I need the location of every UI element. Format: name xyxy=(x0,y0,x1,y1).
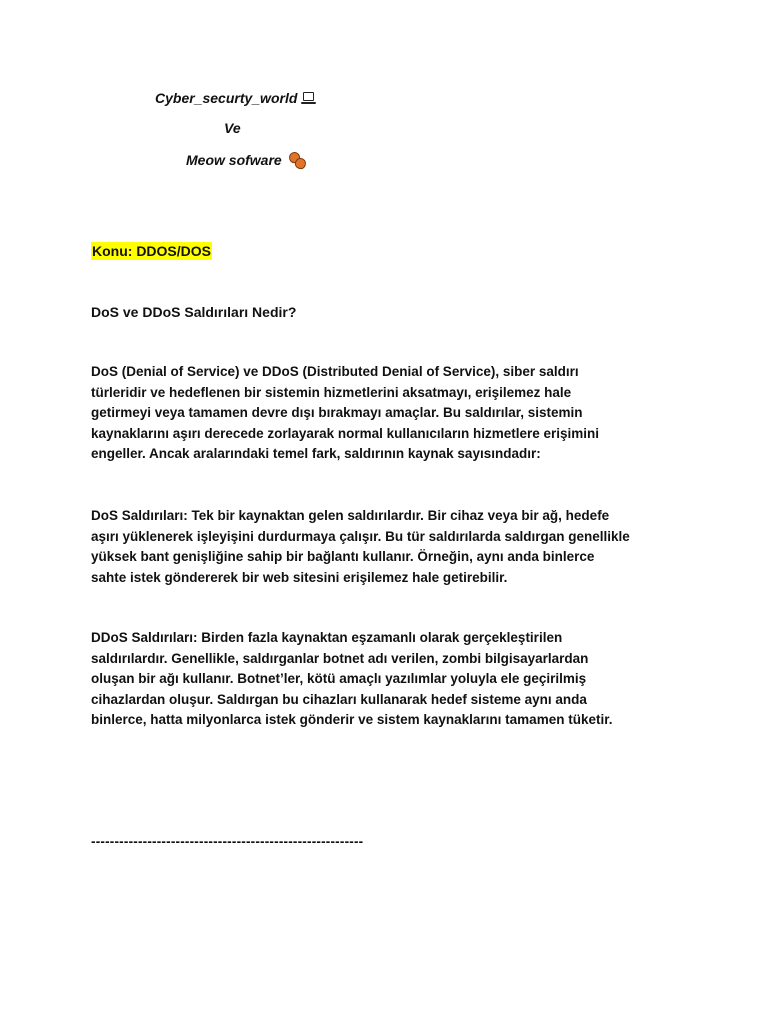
header-line-1 xyxy=(155,89,316,107)
paragraph-line: saldırılardır. Genellikle, saldırganlar botnet adı verilen, zombi bilgisayarlardan xyxy=(91,650,589,666)
header-title: Cyber_securty_world xyxy=(155,90,298,106)
paragraph-dos xyxy=(91,506,691,588)
header-line-3 xyxy=(186,151,306,169)
paragraph-line: kaynaklarını aşırı derecede zorlayarak normal kullanıcıların hizmetlere erişimini xyxy=(91,425,599,441)
paragraph-line: engeller. Ancak aralarındaki temel fark, saldırının kaynak sayısındadır: xyxy=(91,446,541,462)
paragraph-line: türleridir ve hedeflenen bir sistemin hizmetlerini aksatmayı, erişilemez hale xyxy=(91,384,572,400)
header-subtitle: Meow sofware xyxy=(186,152,282,168)
paragraph-line: yüksek bant genişliğine sahip bir bağlantı kullanır. Örneğin, aynı anda binlerce xyxy=(91,549,595,565)
paragraph-line: aşırı yüklenerek işleyişini durdurmaya çalışır. Bu tür saldırılarda saldırgan genellikle xyxy=(91,528,630,544)
paragraph-line: oluşan bir ağı kullanır. Botnet’ler, kötü amaçlı yazılımlar yoluyla ele geçirilmiş xyxy=(91,671,587,687)
topic-heading: Konu: DDOS/DOS xyxy=(92,243,211,259)
section-question: DoS ve DDoS Saldırıları Nedir? xyxy=(91,304,297,320)
paragraph-line: DoS Saldırıları: Tek bir kaynaktan gelen saldırılardır. Bir cihaz veya bir ağ, hedefe xyxy=(91,508,610,523)
paragraph-line: getirmeyi veya tamamen devre dışı bırakmayı amaçlar. Bu saldırılar, sistemin xyxy=(91,405,583,421)
laptop-icon xyxy=(301,92,316,104)
paragraph-line: DDoS Saldırıları: Birden fazla kaynaktan eşzamanlı olarak gerçekleştirilen xyxy=(91,630,563,645)
header-line-2: Ve xyxy=(224,120,241,136)
paragraph-intro xyxy=(91,362,691,465)
paragraph-ddos xyxy=(91,628,691,731)
paragraph-line: DoS (Denial of Service) ve DDoS (Distributed Denial of Service), siber saldırı xyxy=(91,364,579,379)
paw-prints-icon xyxy=(288,151,306,169)
paragraph-line: binlerce, hatta milyonlarca istek gönderir ve sistem kaynaklarını tamamen tüketir. xyxy=(91,712,613,728)
dashed-divider: ---------------------------------------------------------- xyxy=(91,834,364,849)
paragraph-line: cihazlardan oluşur. Saldırgan bu cihazları kullanarak hedef sisteme aynı anda xyxy=(91,691,587,707)
paragraph-line: sahte istek göndererek bir web sitesini erişilemez hale getirebilir. xyxy=(91,569,508,585)
